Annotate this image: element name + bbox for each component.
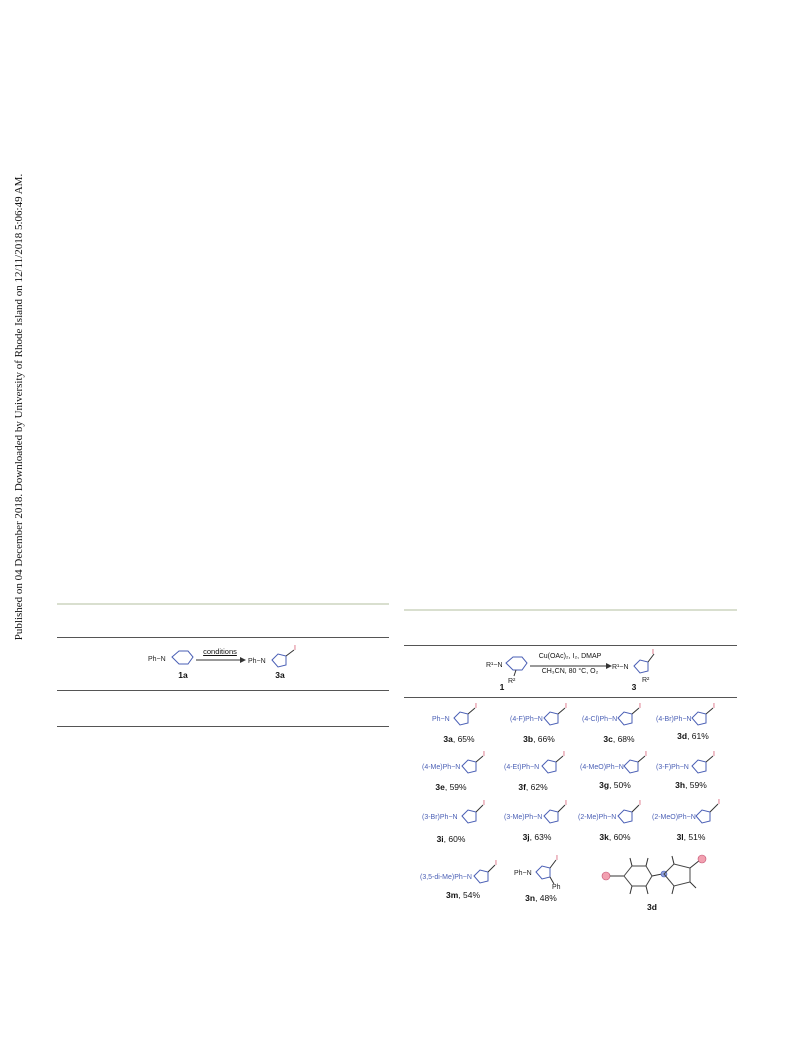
left-arrow-conditions: conditions bbox=[203, 647, 237, 656]
product-3i-structure bbox=[422, 800, 490, 830]
product-3k-label: 3k, 60% bbox=[599, 832, 631, 842]
svg-text:I: I bbox=[495, 860, 497, 867]
svg-text:(4-Me)Ph−N: (4-Me)Ph−N bbox=[422, 764, 461, 771]
product-3g-structure bbox=[580, 752, 652, 780]
left-product-iodo: I bbox=[294, 645, 296, 652]
svg-text:I: I bbox=[565, 703, 567, 710]
right-product-label: 3 bbox=[631, 682, 637, 692]
product-3i-label: 3i, 60% bbox=[436, 834, 466, 844]
svg-text:I: I bbox=[639, 703, 641, 710]
left-scheme-bottom-rule bbox=[57, 690, 389, 691]
right-product-iodo: I bbox=[652, 649, 654, 656]
product-3l-structure bbox=[652, 800, 724, 830]
product-3c-label: 3c, 68% bbox=[603, 734, 635, 744]
product-3h-structure bbox=[656, 752, 722, 780]
product-3e-structure bbox=[422, 752, 490, 780]
product-3c-structure bbox=[582, 704, 648, 732]
product-3b-label: 3b, 66% bbox=[523, 734, 555, 744]
svg-text:I: I bbox=[483, 751, 485, 758]
svg-text:I: I bbox=[563, 751, 565, 758]
svg-text:Ph−N: Ph−N bbox=[514, 870, 532, 877]
left-reaction-arrow bbox=[196, 657, 246, 663]
published-download-note: Published on 04 December 2018. Downloaded by University of Rhode Island on 12/11/2018 5:06:49 AM. bbox=[13, 173, 25, 641]
left-reactant-label: 1a bbox=[178, 670, 188, 680]
product-3m-structure bbox=[420, 858, 502, 888]
product-3d-structure bbox=[656, 704, 722, 732]
svg-text:(4-Et)Ph−N: (4-Et)Ph−N bbox=[504, 764, 540, 771]
left-product-text: Ph−N bbox=[248, 658, 266, 665]
product-3n-label: 3n, 48% bbox=[525, 893, 557, 903]
svg-text:I: I bbox=[645, 751, 647, 758]
right-scheme-bottom-rule bbox=[404, 697, 737, 698]
product-3j-structure bbox=[504, 800, 574, 830]
svg-text:(3,5-di-Me)Ph−N: (3,5-di-Me)Ph−N bbox=[420, 874, 472, 881]
svg-text:I: I bbox=[713, 751, 715, 758]
right-product-text: R¹−N bbox=[612, 664, 629, 671]
product-3l-label: 3l, 51% bbox=[676, 832, 706, 842]
svg-text:(3-Me)Ph−N: (3-Me)Ph−N bbox=[504, 814, 543, 821]
left-table-bottom-rule bbox=[57, 726, 389, 727]
svg-text:Ph: Ph bbox=[552, 884, 561, 891]
right-product-sub: R² bbox=[642, 677, 650, 684]
product-3d-label: 3d, 61% bbox=[677, 731, 709, 741]
left-table-top-rule bbox=[57, 603, 389, 605]
svg-text:I: I bbox=[713, 703, 715, 710]
svg-text:(4-Cl)Ph−N: (4-Cl)Ph−N bbox=[582, 716, 618, 723]
product-3j-label: 3j, 63% bbox=[522, 832, 552, 842]
product-3f-label: 3f, 62% bbox=[518, 782, 548, 792]
product-3k-structure bbox=[578, 800, 648, 830]
svg-text:(3-F)Ph−N: (3-F)Ph−N bbox=[656, 764, 689, 771]
right-conditions-top: Cu(OAc)₂, I₂, DMAP bbox=[538, 653, 602, 660]
crystal-structure-label: 3d bbox=[647, 902, 657, 912]
product-3e-label: 3e, 59% bbox=[435, 782, 467, 792]
svg-text:(4-MeO)Ph−N: (4-MeO)Ph−N bbox=[580, 764, 624, 771]
right-table-top-rule bbox=[404, 609, 737, 611]
product-3h-label: 3h, 59% bbox=[675, 780, 707, 790]
right-reactant-label: 1 bbox=[499, 682, 505, 692]
right-conditions-bottom: CH₃CN, 80 °C, O₂ bbox=[541, 668, 599, 675]
svg-text:(3-Br)Ph−N: (3-Br)Ph−N bbox=[422, 814, 458, 821]
product-3m-label: 3m, 54% bbox=[445, 890, 481, 900]
product-3b-structure bbox=[510, 704, 572, 732]
svg-text:I: I bbox=[483, 800, 485, 807]
svg-text:(4-Br)Ph−N: (4-Br)Ph−N bbox=[656, 716, 692, 723]
product-3f-structure bbox=[504, 752, 572, 780]
svg-text:I: I bbox=[718, 799, 720, 806]
product-3g-label: 3g, 50% bbox=[599, 780, 631, 790]
svg-text:(2-Me)Ph−N: (2-Me)Ph−N bbox=[578, 814, 617, 821]
svg-text:(2-MeO)Ph−N: (2-MeO)Ph−N bbox=[652, 814, 696, 821]
svg-text:I: I bbox=[475, 703, 477, 710]
product-3a-structure bbox=[432, 704, 494, 732]
right-reactant-sub: R² bbox=[508, 678, 516, 685]
left-reactant-text: Ph−N bbox=[148, 656, 166, 663]
product-3a-label: 3a, 65% bbox=[443, 734, 475, 744]
left-product-label: 3a bbox=[275, 670, 285, 680]
right-reactant-text: R¹−N bbox=[486, 662, 503, 669]
svg-text:(4-F)Ph−N: (4-F)Ph−N bbox=[510, 716, 543, 723]
crystal-structure-3d bbox=[594, 850, 714, 902]
svg-text:I: I bbox=[639, 800, 641, 807]
svg-text:Ph−N: Ph−N bbox=[432, 716, 450, 723]
svg-text:I: I bbox=[565, 800, 567, 807]
left-scheme-top-rule bbox=[57, 637, 389, 638]
svg-text:I: I bbox=[556, 855, 558, 862]
product-3n-structure bbox=[514, 856, 574, 892]
right-scheme-top-rule bbox=[404, 645, 737, 646]
